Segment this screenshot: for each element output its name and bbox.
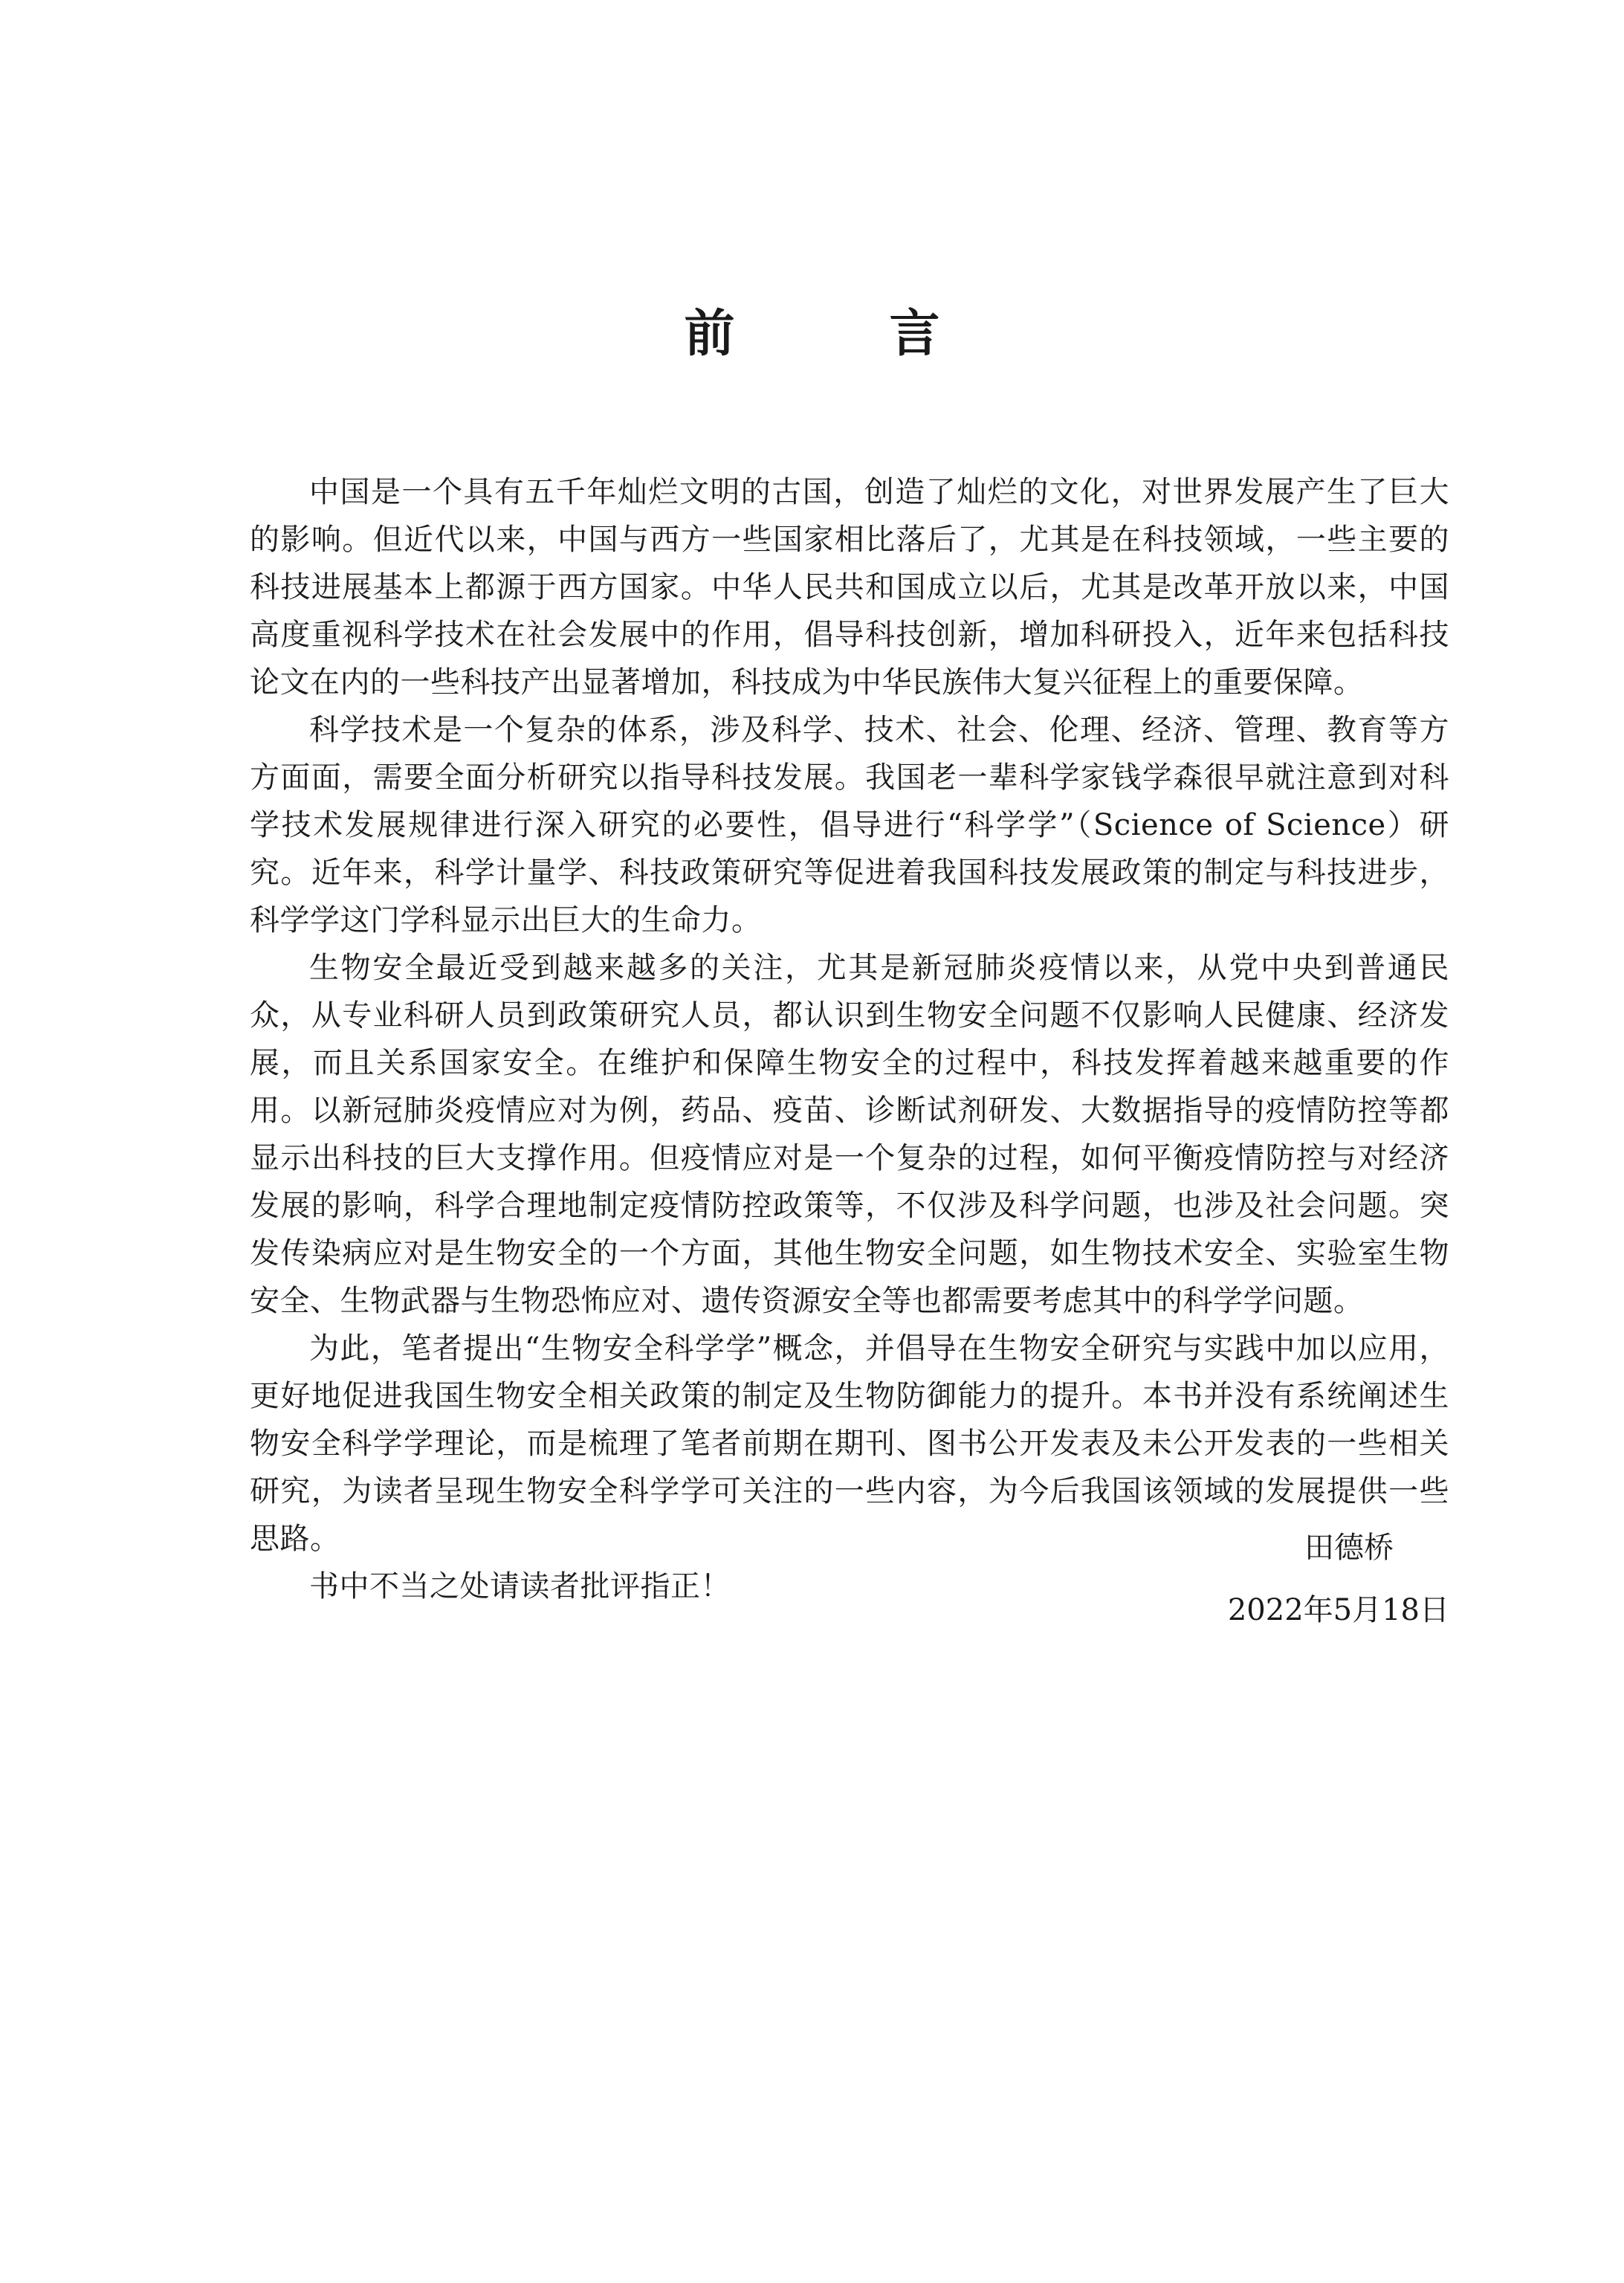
page-title: 前 言 <box>684 305 992 364</box>
paragraph-3: 生物安全最近受到越来越多的关注，尤其是新冠肺炎疫情以来，从党中央到普通民众，从专业科研人员到政策研究人员，都认识到生物安全问题不仅影响人民健康、经济发展，而且关系国家安全。在维护和保障生物安全的过程中，科技发挥着越来越重要的作用。以新冠肺炎疫情应对为例，药品、疫苗、诊断试剂研发、大数据指导的疫情防控等都显示出科技的巨大支撑作用。但疫情应对是一个复杂的过程，如何平衡疫情防控与对经济发展的影响，科学合理地制定疫情防控政策等，不仅涉及科学问题，也涉及社会问题。突发传染病应对是生物安全的一个方面，其他生物安全问题，如生物技术安全、实验室生物安全、生物武器与生物恐怖应对、遗传资源安全等也都需要考虑其中的科学学问题。 <box>250 951 1449 1318</box>
author-name: 田德桥 <box>1304 1531 1394 1565</box>
paragraph-1: 中国是一个具有五千年灿烂文明的古国，创造了灿烂的文化，对世界发展产生了巨大的影响。但近代以来，中国与西方一些国家相比落后了，尤其是在科技领域，一些主要的科技进展基本上都源于西方国家。中华人民共和国成立以后，尤其是改革开放以来，中国高度重视科学技术在社会发展中的作用，倡导科技创新，增加科研投入，近年来包括科技论文在内的一些科技产出显著增加，科技成为中华民族伟大复兴征程上的重要保障。 <box>250 475 1449 700</box>
paragraph-5: 书中不当之处请读者批评指正！ <box>309 1569 731 1604</box>
paragraph-4: 为此，笔者提出“生物安全科学学”概念，并倡导在生物安全研究与实践中加以应用，更好地促进我国生物安全相关政策的制定及生物防御能力的提升。本书并没有系统阐述生物安全科学学理论，而是梳理了笔者前期在期刊、图书公开发表及未公开发表的一些相关研究，为读者呈现生物安全科学学可关注的一些内容，为今后我国该领域的发展提供一些思路。 <box>250 1331 1449 1556</box>
signature-block <box>1228 1517 1449 1641</box>
preface-body <box>250 468 1449 1610</box>
signature-date: 2022年5月18日 <box>1227 1593 1449 1627</box>
paragraph-2: 科学技术是一个复杂的体系，涉及科学、技术、社会、伦理、经济、管理、教育等方方面面，需要全面分析研究以指导科技发展。我国老一辈科学家钱学森很早就注意到对科学技术发展规律进行深入研究的必要性，倡导进行“科学学”（Science of Science）研究。近年来，科学计量学、科技政策研究等促进着我国科技发展政策的制定与科技进步，科学学这门学科显示出巨大的生命力。 <box>250 713 1449 937</box>
